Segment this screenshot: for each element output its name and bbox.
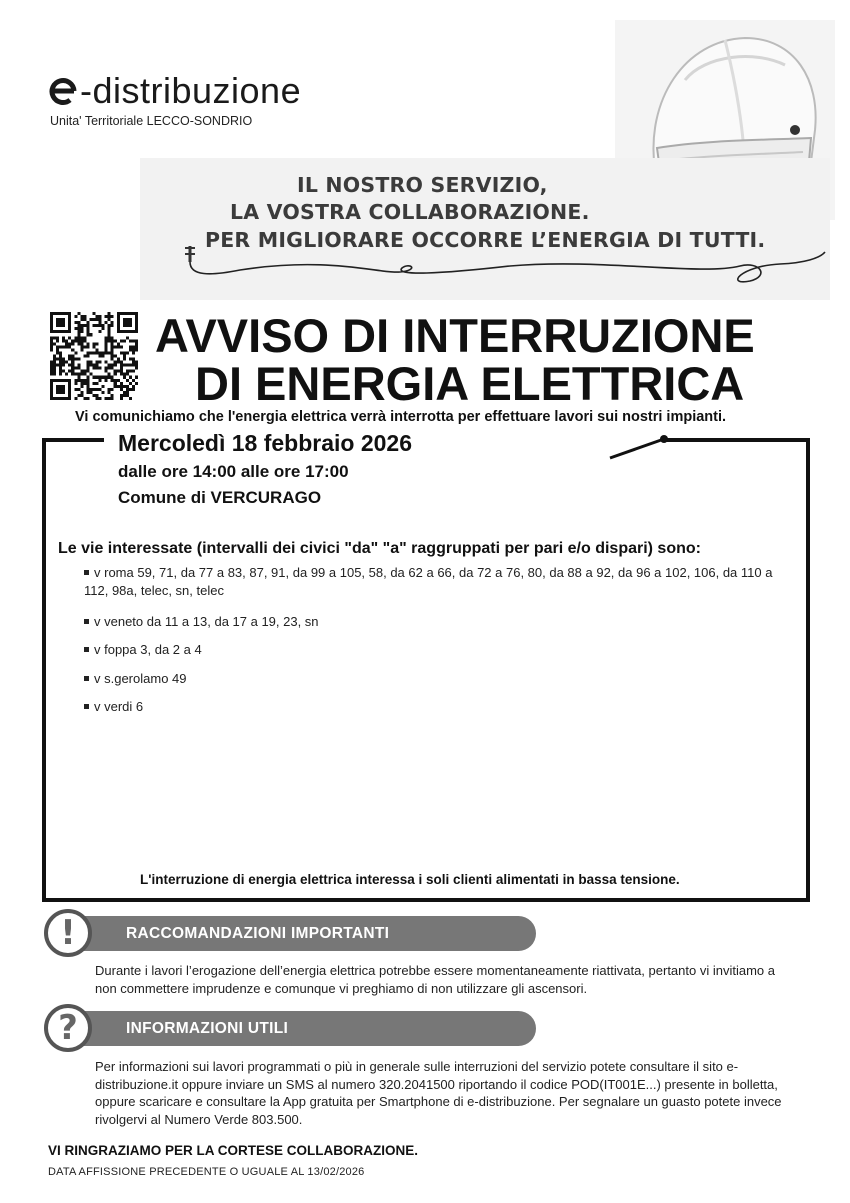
brand-name: -distribuzione xyxy=(80,70,302,111)
interruption-date: Mercoledì 18 febbraio 2026 xyxy=(118,430,413,456)
low-voltage-note: L'interruzione di energia elettrica interessa i soli clienti alimentati in bassa tensione. xyxy=(140,872,680,887)
e-logo-icon xyxy=(48,76,78,106)
streets-heading: Le vie interessate (intervalli dei civici "da" "a" raggruppati per pari e/o dispari) sono: xyxy=(58,540,701,557)
slogan-line-3: PER MIGLIORARE OCCORRE L’ENERGIA DI TUTTI. xyxy=(205,228,766,252)
info-banner xyxy=(66,1011,536,1046)
torn-corner-icon xyxy=(608,430,672,462)
street-text: v roma 59, 71, da 77 a 83, 87, 91, da 99 a 105, 58, da 62 a 66, da 72 a 76, 80, da 88 a 92, da 96 a 102, 106, da 110 a 112, 98a, telec, sn, telec xyxy=(84,565,773,598)
street-text: v foppa 3, da 2 a 4 xyxy=(94,642,202,657)
info-text: Per informazioni sui lavori programmati o più in generale sulle interruzioni del servizio potete consultare il sito e-distribuzione.it oppure inviare un SMS al numero 320.2041500 riportando il codice POD(IT001E...) presente in bolletta, oppure scaricare e consultare la App gratuita per Smartphone di e-distribuzione. Per segnalare un guasto potete invece rivolgervi al Numero Verde 803.500. xyxy=(95,1059,782,1127)
list-item xyxy=(84,564,799,600)
slogan-line-2: LA VOSTRA COLLABORAZIONE. xyxy=(230,200,590,224)
plug-cable-icon xyxy=(180,236,830,296)
interruption-time: dalle ore 14:00 alle ore 17:00 xyxy=(118,462,349,481)
brand-logo xyxy=(48,70,301,112)
posting-date: DATA AFFISSIONE PRECEDENTE O UGUALE AL 13/02/2026 xyxy=(48,1166,365,1178)
bullet-icon xyxy=(84,570,89,575)
list-item xyxy=(84,670,799,688)
bullet-icon xyxy=(84,619,89,624)
bullet-icon xyxy=(84,676,89,681)
title-line-2: DI ENERGIA ELETTRICA xyxy=(195,357,745,410)
question-icon: ? xyxy=(44,1004,92,1052)
box-border-top-left xyxy=(42,438,104,442)
box-border-top-right xyxy=(663,438,810,442)
slogan-line-1: IL NOSTRO SERVIZIO, xyxy=(297,173,548,197)
box-border-bottom xyxy=(42,898,810,902)
info-heading: INFORMAZIONI UTILI xyxy=(126,1019,289,1037)
qr-code[interactable] xyxy=(50,312,138,400)
exclamation-icon: ! xyxy=(44,909,92,957)
territorial-unit: Unita' Territoriale LECCO-SONDRIO xyxy=(50,114,253,128)
street-text: v veneto da 11 a 13, da 17 a 19, 23, sn xyxy=(94,614,319,629)
title-line-1: AVVISO DI INTERRUZIONE xyxy=(155,309,755,362)
recommendations-heading: RACCOMANDAZIONI IMPORTANTI xyxy=(126,924,390,942)
bullet-icon xyxy=(84,647,89,652)
subtitle: Vi comunichiamo che l'energia elettrica verrà interrotta per effettuare lavori sui nostri impianti. xyxy=(75,409,727,425)
street-text: v verdi 6 xyxy=(94,699,144,714)
list-item xyxy=(84,613,799,631)
list-item xyxy=(84,641,799,659)
street-text: v s.gerolamo 49 xyxy=(94,671,187,686)
box-border-left xyxy=(42,438,46,902)
thanks-text: VI RINGRAZIAMO PER LA CORTESE COLLABORAZIONE. xyxy=(48,1143,419,1158)
list-item xyxy=(84,698,799,716)
bullet-icon xyxy=(84,704,89,709)
recommendations-text: Durante i lavori l’erogazione dell’energia elettrica potrebbe essere momentaneamente riattivata, pertanto vi invitiamo a non commettere imprudenze e comunque vi preghiamo di non utilizzare gli ascensori. xyxy=(95,963,775,996)
municipality: Comune di VERCURAGO xyxy=(118,488,322,507)
recommendations-banner xyxy=(66,916,536,951)
box-border-right xyxy=(806,438,810,902)
